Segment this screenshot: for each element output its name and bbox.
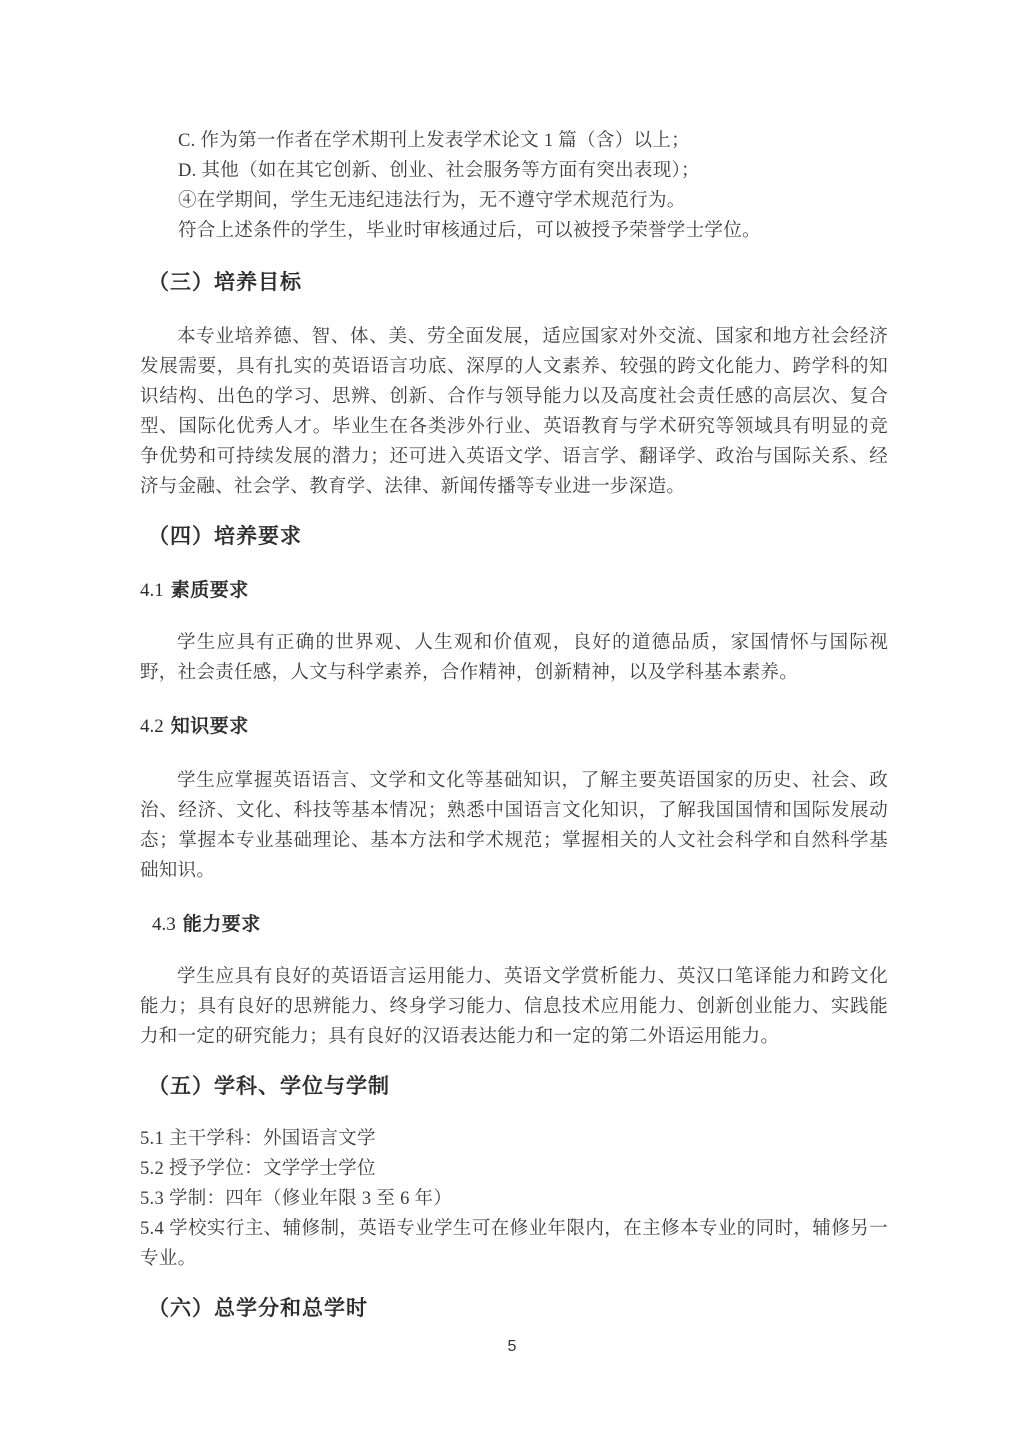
list-item-major-discipline: 5.1 主干学科：外国语言文学	[140, 1129, 376, 1149]
knowledge-requirements-paragraph: 学生应掌握英语语言、文学和文化等基础知识，了解主要英语国家的历史、社会、政治、经济、文化、科技等基本情况；熟悉中国语言文化知识，了解我国国情和国际发展动态；掌握本专业基础理论、基本方法和学术规范；掌握相关的人文社会科学和自然科学基础知识。	[140, 771, 888, 881]
subsection-heading-ability-requirements	[140, 910, 888, 940]
degree-info-list	[140, 1124, 888, 1274]
training-objectives-paragraph: 本专业培养德、智、体、美、劳全面发展，适应国家对外交流、国家和地方社会经济发展需要，具有扎实的英语语言功底、深厚的人文素养、较强的跨文化能力、跨学科的知识结构、出色的学习、思辨、创新、合作与领导能力以及高度社会责任感的高层次、复合型、国际化优秀人才。毕业生在各类涉外行业、英语教育与学术研究等领域具有明显的竞争优势和可持续发展的潜力；还可进入英语文学、语言学、翻译学、政治与国际关系、经济与金融、社会学、教育学、法律、新闻传播等专业进一步深造。	[140, 327, 888, 497]
subsection-title: 素质要求	[170, 580, 249, 601]
quality-requirements-paragraph: 学生应具有正确的世界观、人生观和价值观，良好的道德品质，家国情怀与国际视野，社会责任感，人文与科学素养，合作精神，创新精神，以及学科基本素养。	[140, 633, 888, 683]
section-heading-training-objectives: （三）培养目标	[148, 271, 302, 294]
intro-line-d: D. 其他（如在其它创新、创业、社会服务等方面有突出表现）；	[178, 161, 700, 181]
page-number: 5	[507, 1338, 517, 1355]
intro-line-summary: 符合上述条件的学生，毕业时审核通过后，可以被授予荣誉学士学位。	[178, 221, 761, 241]
intro-block	[140, 126, 888, 246]
subsection-title: 能力要求	[182, 914, 261, 935]
subsection-heading-quality-requirements	[140, 576, 888, 606]
intro-line-discipline: ④在学期间，学生无违纪违法行为，无不遵守学术规范行为。	[178, 191, 686, 211]
subsection-number: 4.3	[152, 914, 176, 935]
ability-requirements-paragraph: 学生应具有良好的英语语言运用能力、英语文学赏析能力、英汉口笔译能力和跨文化能力；具有良好的思辨能力、终身学习能力、信息技术应用能力、创新创业能力、实践能力和一定的研究能力；具有良好的汉语表达能力和一定的第二外语运用能力。	[140, 967, 888, 1047]
section-heading-total-credits-hours: （六）总学分和总学时	[148, 1297, 368, 1320]
section-heading-discipline-degree-duration: （五）学科、学位与学制	[148, 1075, 390, 1098]
subsection-number: 4.1	[140, 580, 164, 601]
list-item-minor-system: 5.4 学校实行主、辅修制，英语专业学生可在修业年限内，在主修本专业的同时，辅修另一专业。	[140, 1219, 888, 1269]
list-item-study-duration: 5.3 学制：四年（修业年限 3 至 6 年）	[140, 1189, 453, 1209]
list-item-degree-awarded: 5.2 授予学位：文学学士学位	[140, 1159, 376, 1179]
intro-line-c: C. 作为第一作者在学术期刊上发表学术论文 1 篇（含）以上；	[178, 131, 690, 151]
subsection-heading-knowledge-requirements	[140, 712, 888, 742]
section-heading-training-requirements: （四）培养要求	[148, 525, 302, 548]
subsection-title: 知识要求	[170, 716, 249, 737]
subsection-number: 4.2	[140, 716, 164, 737]
